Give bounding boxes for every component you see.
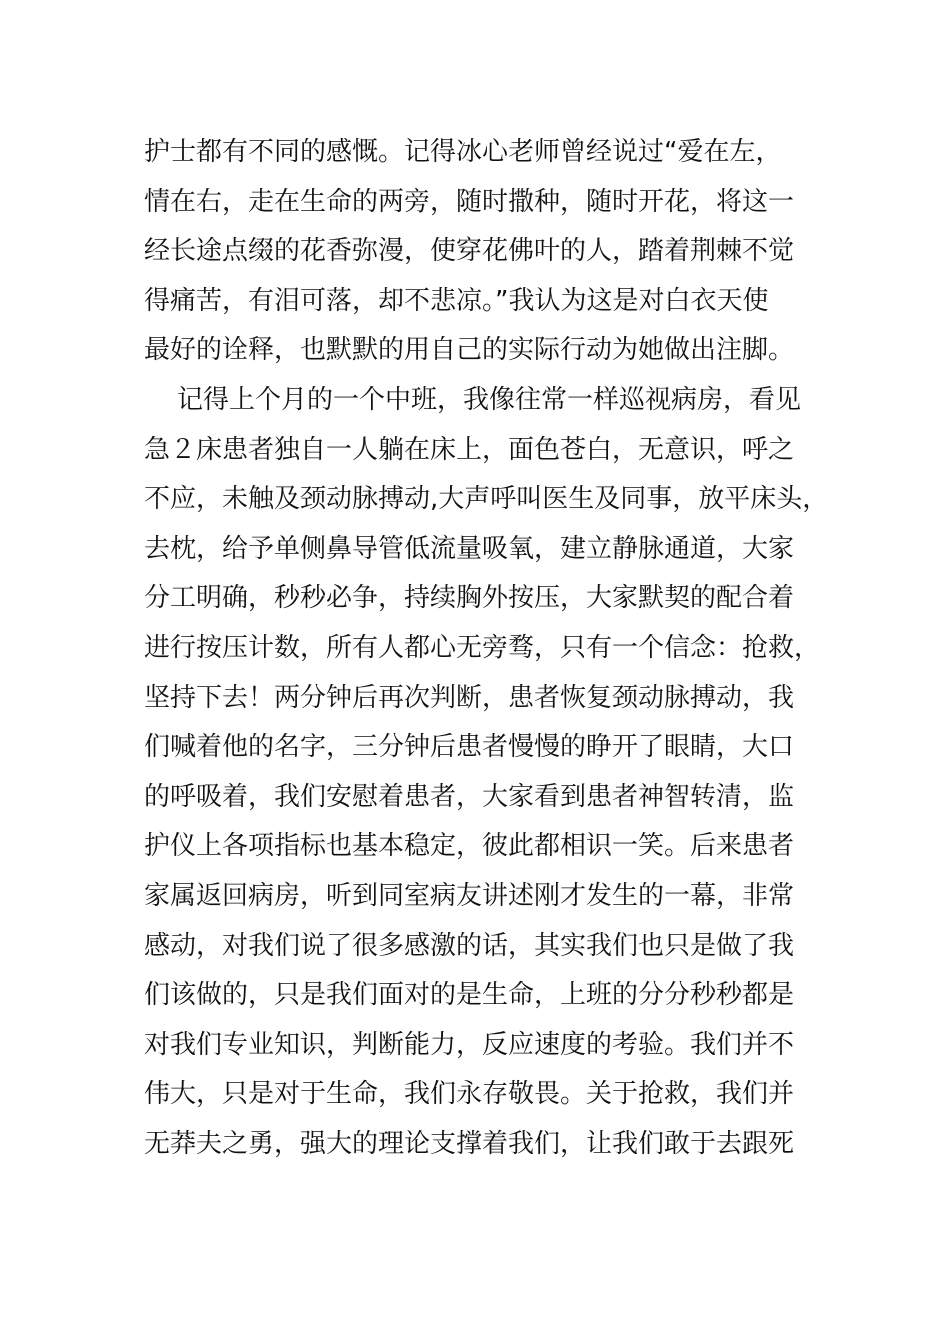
text-line: 分工明确，秒秒必争，持续胸外按压，大家默契的配合着 (144, 583, 795, 614)
text-line: 记得上个月的一个中班，我像往常一样巡视病房，看见 (144, 384, 802, 415)
text-line: 最好的诠释，也默默的用自己的实际行动为她做出注脚。 (144, 335, 795, 366)
text-line: 坚持下去！两分钟后再次判断，患者恢复颈动脉搏动，我 (144, 682, 795, 713)
text-line: 进行按压计数，所有人都心无旁骛，只有一个信念：抢救， (144, 632, 821, 663)
text-line: 们喊着他的名字，三分钟后患者慢慢的睁开了眼睛，大口 (144, 732, 795, 763)
text-line: 情在右，走在生命的两旁，随时撒种，随时开花，将这一 (144, 186, 795, 217)
paragraph-1 (144, 128, 824, 376)
body-text (144, 128, 829, 1169)
paragraph-2 (144, 376, 829, 1170)
text-line: 感动，对我们说了很多感激的话，其实我们也只是做了我 (144, 930, 795, 961)
text-line: 伟大，只是对于生命，我们永存敬畏。关于抢救，我们并 (144, 1079, 795, 1110)
text-line: 护士都有不同的感慨。记得冰心老师曾经说过“爱在左， (144, 137, 782, 167)
text-line: 的呼吸着，我们安慰着患者，大家看到患者神智转清，监 (144, 781, 795, 812)
text-line: 对我们专业知识，判断能力，反应速度的考验。我们并不 (144, 1029, 795, 1060)
text-line: 无莽夫之勇，强大的理论支撑着我们，让我们敢于去跟死 (144, 1128, 795, 1159)
text-line: 得痛苦，有泪可落，却不悲凉。”我认为这是对白衣天使 (144, 285, 769, 316)
text-line: 不应，未触及颈动脉搏动,大声呼叫医生及同事，放平床头， (144, 484, 829, 515)
text-line: 护仪上各项指标也基本稳定，彼此都相识一笑。后来患者 (144, 831, 795, 862)
text-line: 去枕，给予单侧鼻导管低流量吸氧，建立静脉通道，大家 (144, 533, 795, 564)
text-line: 经长途点缀的花香弥漫，使穿花佛叶的人，踏着荆棘不觉 (144, 236, 795, 267)
text-line: 家属返回病房，听到同室病友讲述刚才发生的一幕，非常 (144, 880, 795, 911)
text-line: 急２床患者独自一人躺在床上，面色苍白，无意识，呼之 (144, 434, 795, 465)
text-line: 们该做的，只是我们面对的是生命，上班的分分秒秒都是 (144, 980, 795, 1011)
